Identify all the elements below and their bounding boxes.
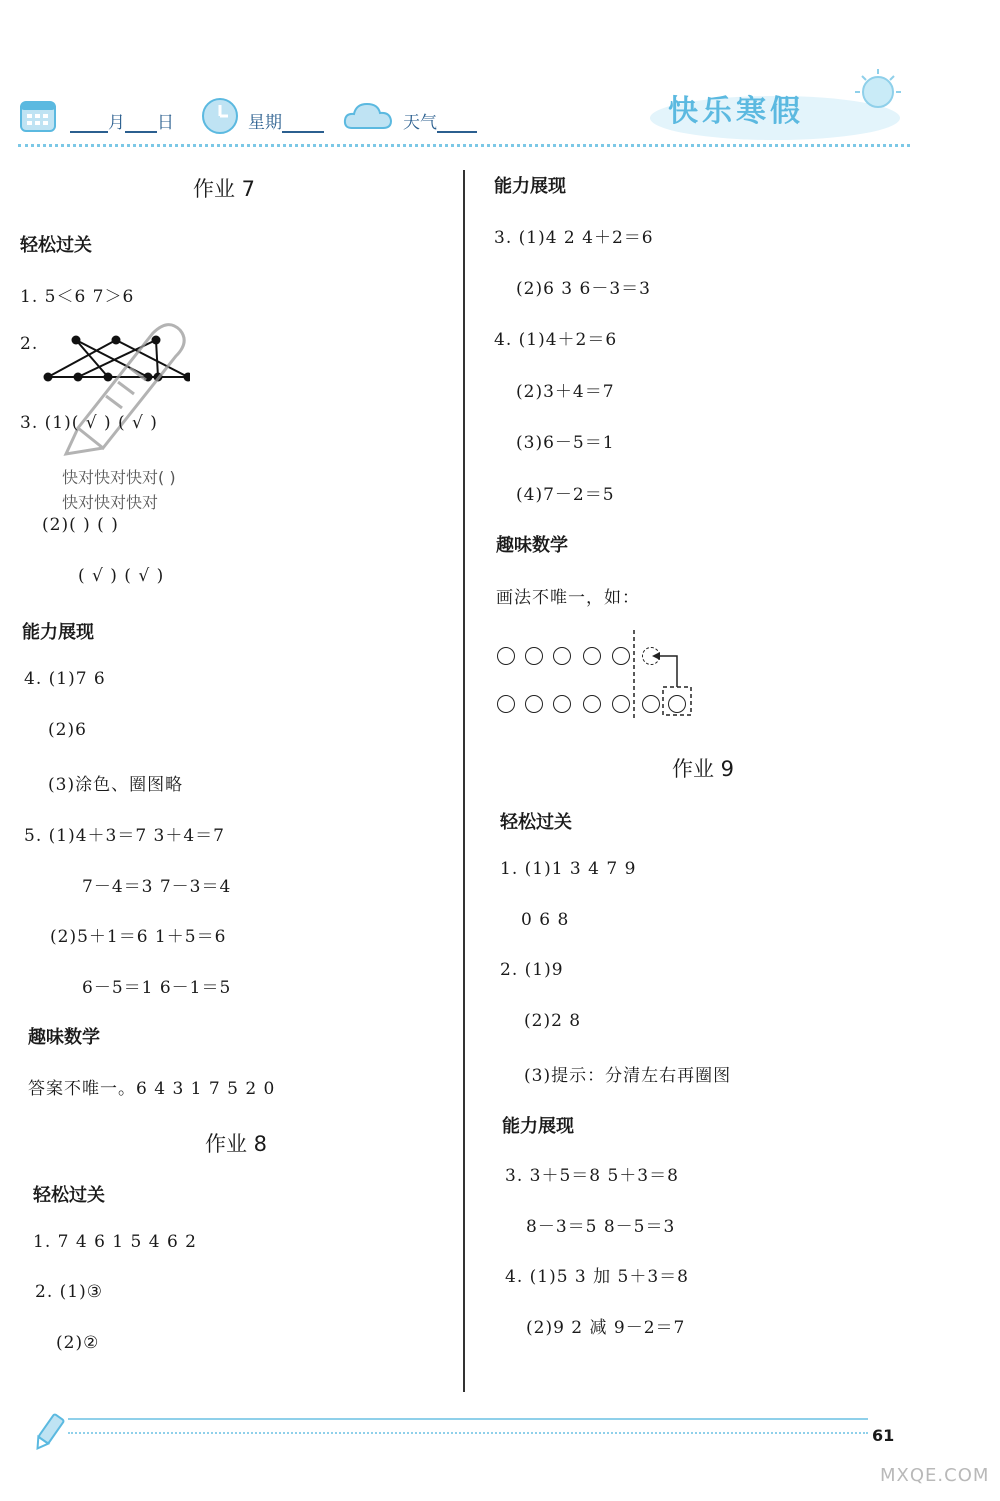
answer-line: (3)提示：分清左右再圈图 [524,1066,732,1086]
answer-line: (3)涂色、圈图略 [48,775,184,795]
circle-shape [525,695,543,713]
section-heading: 轻松过关 [33,1185,105,1206]
section-heading: 能力展现 [22,622,94,643]
overlay-text: 快对快对快对( ) [62,468,176,487]
answer-line: (4)7－2＝5 [516,485,615,505]
circle-shape [497,695,515,713]
answer-line: 5. (1)4＋3＝7 3＋4＝7 [24,826,226,846]
homework-7-title: 作业 7 [193,177,256,201]
cloud-icon [342,98,394,134]
month-label: 月 [108,113,125,133]
answer-line: (2)5＋1＝6 1＋5＝6 [50,927,227,947]
answer-line: 2. (1)③ [35,1282,103,1302]
section-heading: 趣味数学 [496,535,568,556]
circle-shape [497,647,515,665]
homework-8-title: 作业 8 [205,1132,268,1156]
weather-label: 天气 [403,113,437,133]
answer-line: 2. (1)9 [500,960,564,980]
weekday-label: 星期 [248,113,282,133]
move-arrow [630,630,700,722]
circle-shape [525,647,543,665]
answer-line: (2)② [56,1333,100,1353]
homework-9-title: 作业 9 [672,757,735,781]
answer-line: (2)2 8 [524,1011,582,1031]
section-heading: 轻松过关 [20,235,92,256]
pencil-watermark [58,308,188,458]
day-label: 日 [157,113,174,133]
column-divider [463,170,465,1392]
footer-rule [68,1418,868,1420]
answer-line: 3. 3＋5＝8 5＋3＝8 [505,1166,679,1186]
footer-rule-dotted [68,1432,868,1434]
circle-shape [553,647,571,665]
section-heading: 趣味数学 [28,1027,100,1048]
answer-line: 1. (1)1 3 4 7 9 [500,859,637,879]
answer-line: 1. 5＜6 7＞6 [20,287,135,307]
answer-line: 2. [20,334,39,354]
circle-shape [553,695,571,713]
section-heading: 能力展现 [494,176,566,197]
clock-icon [200,96,240,136]
answer-line: ( √ ) ( √ ) [78,566,165,586]
pencil-icon [30,1410,68,1454]
answer-line: 7－4＝3 7－3＝4 [82,877,232,897]
answer-line: 4. (1)7 6 [24,669,106,689]
answer-line: (2)6 3 6－3＝3 [516,279,651,299]
section-heading: 能力展现 [502,1116,574,1137]
overlay-text: 快对快对快对 [62,493,159,512]
page-number: 61 [872,1426,895,1445]
answer-line: (2)6 [48,720,87,740]
answer-line: 4. (1)4＋2＝6 [494,330,618,350]
answer-line: 3. (1)( √ ) ( √ ) [20,413,158,433]
answer-line: 6－5＝1 6－1＝5 [82,978,232,998]
brand-title: 快乐寒假 [668,94,804,129]
circle-shape [612,695,630,713]
answer-line: 4. (1)5 3 加 5＋3＝8 [505,1267,689,1287]
answer-line: 答案不唯一。6 4 3 1 7 5 2 0 [28,1079,276,1099]
circle-shape [583,695,601,713]
section-heading: 轻松过关 [500,812,572,833]
header-divider [18,144,910,147]
answer-line: (2)( ) ( ) [42,515,119,535]
watermark-text: MXQE.COM [880,1465,990,1486]
answer-line: 8－3＝5 8－5＝3 [526,1217,676,1237]
answer-line: 画法不唯一，如： [496,588,640,608]
circle-shape [612,647,630,665]
answer-line: (2)9 2 减 9－2＝7 [526,1318,686,1338]
answer-line: 0 6 8 [521,910,570,930]
circle-shape [583,647,601,665]
answer-line: (2)3＋4＝7 [516,382,615,402]
answer-line: 1. 7 4 6 1 5 4 6 2 [33,1232,197,1252]
answer-line: 3. (1)4 2 4＋2＝6 [494,228,654,248]
answer-line: (3)6－5＝1 [516,433,615,453]
calendar-icon [18,94,58,134]
